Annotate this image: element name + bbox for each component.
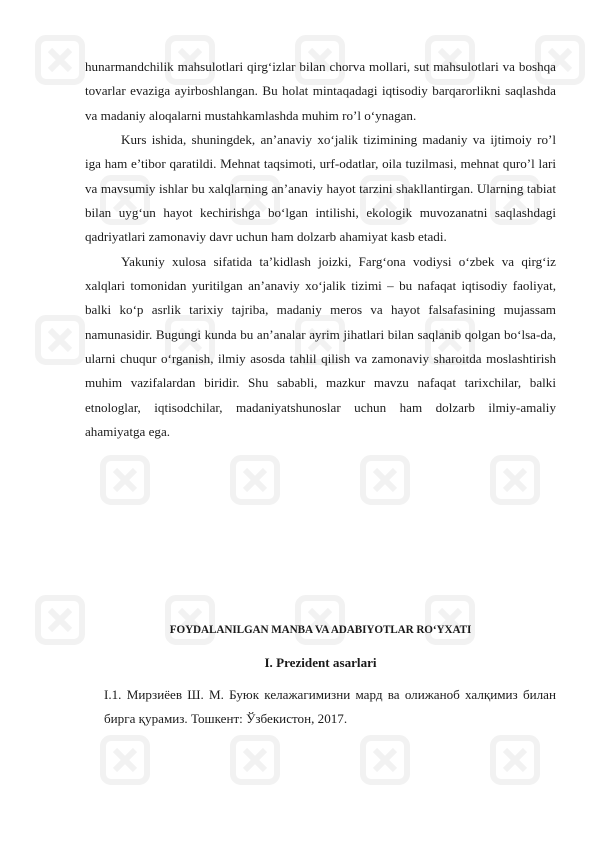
paragraph-continuation: hunarmandchilik mahsulotlari qirg‘izlar bilan chorva mollari, sut mahsulotlari va boshqa tovarlar evaziga ayirboshlangan. Bu holat mintaqadagi iqtisodiy barqarorlikni saqlashda va madaniy aloqalarni mustahkamlashda muhim ro’l o‘ynagan. <box>85 59 556 123</box>
paragraph-traditional-economy: Kurs ishida, shuningdek, an’anaviy xo‘jalik tizimining madaniy va ijtimoiy ro’l iga ham e’tibor qaratildi. Mehnat taqsimoti, urf-odatlar, oila tuzilmasi, mehnat quro’l lari va mavsumiy ishlar bu xalqlarning an’anaviy hayot tarzini shakllantirgan. Ularning tabiat bilan uyg‘un hayot kechirishga bo‘lgan intilishi, ekologik muvozanatni saqlashdagi qadriyatlari zamonaviy davr uchun ham dolzarb ahamiyat kasb etadi. <box>85 132 556 245</box>
bibliography-item: I.1. Мирзиёев Ш. М. Буюк келажагимизни мард ва олижаноб халқимиз билан бирга қурамиз. Тошкент: Ўзбекистон, 2017. <box>104 687 556 726</box>
body-text <box>85 55 556 445</box>
bibliography-list <box>104 683 556 731</box>
bibliography-section-title: I. Prezident asarlari <box>264 655 377 670</box>
bibliography-heading: FOYDALANILGAN MANBA VA ADABIYOTLAR RO‘YXATI <box>169 624 472 636</box>
paragraph-conclusion: Yakuniy xulosa sifatida ta’kidlash joizki, Farg‘ona vodiysi o‘zbek va qirg‘iz xalqlari tomonidan yuritilgan an’anaviy xo‘jalik tizimi – bu nafaqat iqtisodiy faoliyat, balki ko‘p asrlik tarixiy tajriba, madaniy meros va hayot falsafasining mujassam namunasidir. Bugungi kunda bu an’analar ayrim jihatlari bilan saqlanib qolgan bo‘lsa-da, ularni chuqur o‘rganish, ilmiy asosda tahlil qilish va zamonaviy sharoitda moslashtirish muhim vazifalardan biridir. Shu sababli, mazkur mavzu nafaqat tarixchilar, balki etnologlar, iqtisodchilar, madaniyatshunoslar uchun ham dolzarb ilmiy-amaliy ahamiyatga ega. <box>85 253 556 440</box>
